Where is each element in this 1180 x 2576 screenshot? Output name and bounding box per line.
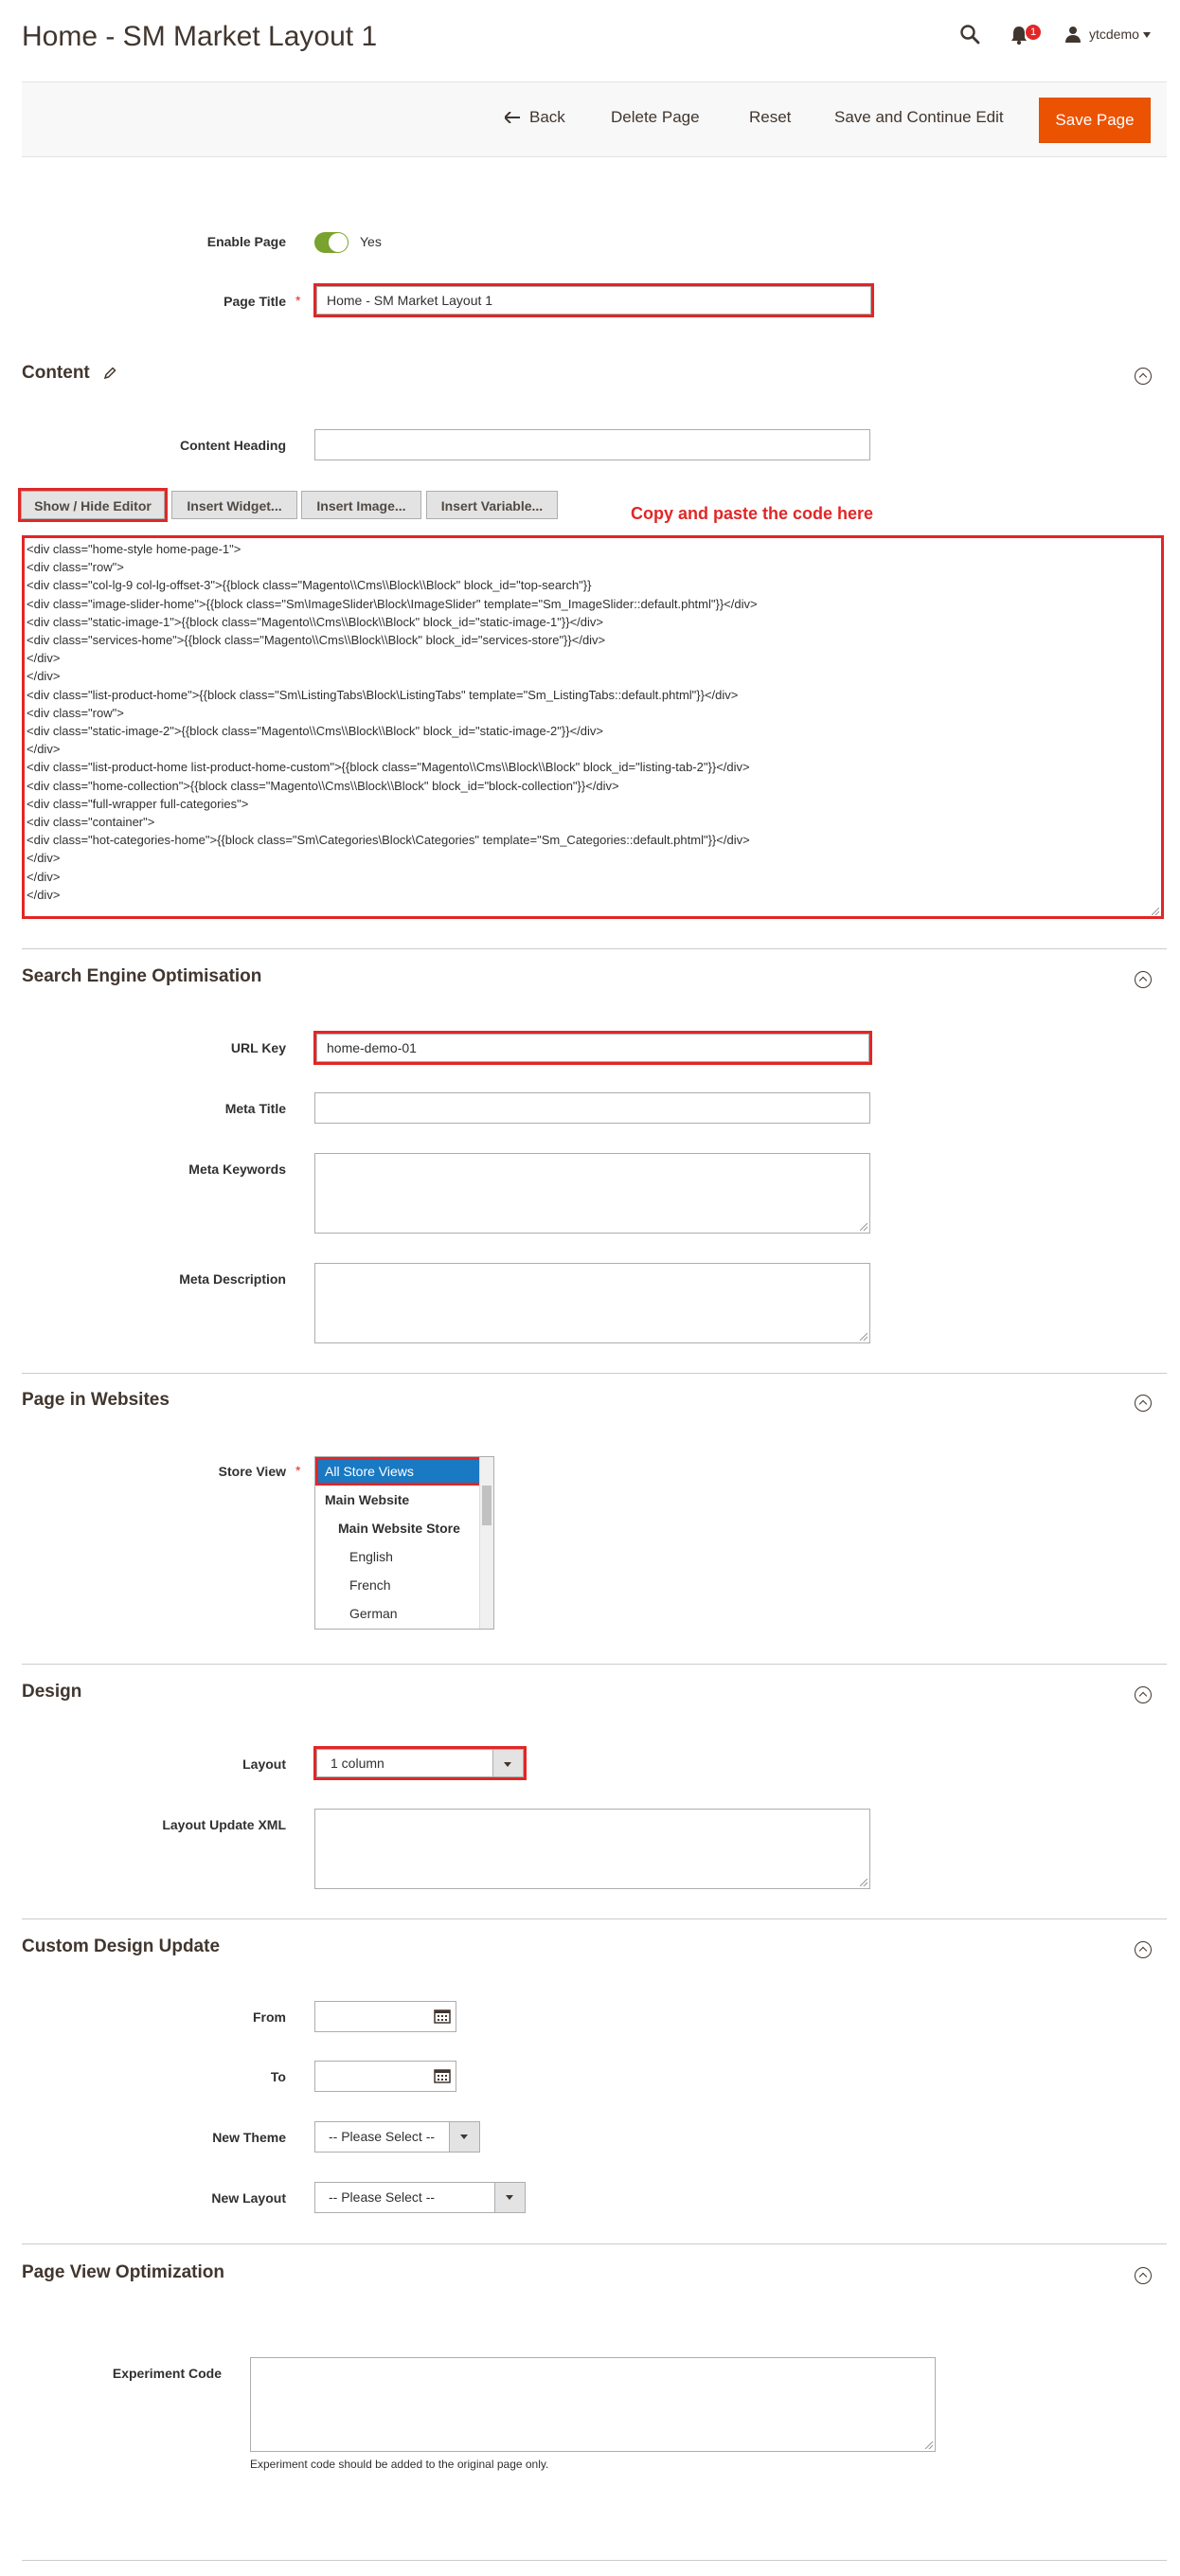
divider — [22, 948, 1167, 949]
divider — [22, 1918, 1167, 1919]
page-title: Home - SM Market Layout 1 — [22, 21, 378, 52]
collapse-websites-icon[interactable] — [1135, 1395, 1152, 1412]
scrollbar[interactable] — [479, 1457, 493, 1629]
store-option-website[interactable]: Main Website — [325, 1492, 410, 1507]
enable-page-toggle[interactable] — [314, 232, 349, 253]
calendar-icon[interactable] — [434, 2068, 451, 2083]
store-view-multiselect[interactable] — [314, 1456, 494, 1630]
content-heading-input[interactable] — [314, 429, 870, 460]
new-theme-value: -- Please Select -- — [329, 2129, 436, 2144]
divider — [22, 2243, 1167, 2244]
experiment-code-label: Experiment Code — [112, 2366, 222, 2381]
search-icon[interactable] — [959, 24, 980, 45]
divider — [22, 2560, 1167, 2561]
insert-image-button[interactable]: Insert Image... — [301, 491, 421, 519]
to-label: To — [270, 2069, 286, 2084]
calendar-icon[interactable] — [434, 2009, 451, 2024]
store-option-store[interactable]: Main Website Store — [338, 1521, 460, 1536]
layout-xml-textarea[interactable] — [314, 1809, 870, 1889]
save-and-continue-button[interactable]: Save and Continue Edit — [834, 108, 1004, 126]
websites-section-title[interactable]: Page in Websites — [22, 1390, 170, 1410]
user-icon[interactable] — [1064, 26, 1082, 43]
page-title-input[interactable]: Home - SM Market Layout 1 — [316, 286, 871, 315]
meta-keywords-label: Meta Keywords — [188, 1162, 286, 1177]
arrow-left-icon — [505, 112, 520, 123]
required-marker: * — [295, 1463, 301, 1478]
store-option-french[interactable]: French — [349, 1577, 391, 1593]
enable-page-value: Yes — [360, 234, 382, 249]
collapse-content-icon[interactable] — [1135, 368, 1152, 385]
required-marker: * — [295, 293, 301, 308]
new-layout-value: -- Please Select -- — [329, 2189, 436, 2205]
experiment-code-textarea[interactable] — [250, 2357, 936, 2452]
experiment-note: Experiment code should be added to the original page only. — [250, 2458, 549, 2471]
collapse-custom-design-icon[interactable] — [1135, 1941, 1152, 1958]
meta-description-textarea[interactable] — [314, 1263, 870, 1343]
meta-title-label: Meta Title — [224, 1101, 286, 1116]
url-key-label: URL Key — [230, 1040, 286, 1055]
design-section-title[interactable]: Design — [22, 1682, 82, 1702]
show-hide-editor-button[interactable]: Show / Hide Editor — [21, 491, 165, 519]
dropdown-arrow-icon — [494, 2183, 525, 2212]
layout-xml-label: Layout Update XML — [162, 1817, 286, 1832]
meta-title-input[interactable] — [314, 1092, 870, 1124]
collapse-seo-icon[interactable] — [1135, 971, 1152, 988]
page-title-label: Page Title — [223, 294, 286, 309]
store-option-all[interactable]: All Store Views — [315, 1457, 493, 1486]
store-option-english[interactable]: English — [349, 1549, 393, 1564]
seo-section-title[interactable]: Search Engine Optimisation — [22, 966, 262, 986]
new-layout-select[interactable] — [314, 2182, 526, 2213]
pencil-icon[interactable] — [103, 367, 116, 380]
content-section-title[interactable]: Content — [22, 363, 90, 383]
annotation-text: Copy and paste the code here — [631, 504, 874, 523]
enable-page-label: Enable Page — [206, 234, 286, 249]
to-date-input[interactable] — [314, 2061, 456, 2092]
content-heading-label: Content Heading — [180, 438, 286, 453]
back-label: Back — [529, 108, 565, 126]
page-actions-toolbar — [22, 81, 1167, 157]
divider — [22, 1373, 1167, 1374]
save-page-button[interactable]: Save Page — [1039, 98, 1151, 143]
meta-keywords-textarea[interactable] — [314, 1153, 870, 1234]
layout-select[interactable] — [316, 1749, 524, 1777]
new-theme-select[interactable] — [314, 2121, 480, 2153]
custom-design-section-title[interactable]: Custom Design Update — [22, 1937, 221, 1956]
layout-value: 1 column — [331, 1756, 384, 1771]
reset-button[interactable]: Reset — [749, 108, 792, 126]
store-option-german[interactable]: German — [349, 1606, 398, 1621]
notification-badge: 1 — [1026, 25, 1041, 40]
optimization-section-title[interactable]: Page View Optimization — [22, 2262, 224, 2282]
store-view-label: Store View — [218, 1464, 286, 1479]
from-label: From — [253, 2009, 286, 2025]
insert-variable-button[interactable]: Insert Variable... — [426, 491, 558, 519]
dropdown-arrow-icon — [449, 2122, 479, 2152]
meta-description-label: Meta Description — [179, 1271, 286, 1287]
dropdown-arrow-icon — [492, 1750, 523, 1776]
collapse-optimization-icon[interactable] — [1135, 2267, 1152, 2284]
url-key-input[interactable]: home-demo-01 — [316, 1034, 869, 1062]
layout-label: Layout — [242, 1756, 286, 1772]
chevron-down-icon[interactable] — [1142, 32, 1152, 38]
back-button[interactable] — [495, 96, 575, 139]
from-date-input[interactable] — [314, 2001, 456, 2032]
divider — [22, 1664, 1167, 1665]
user-name[interactable]: ytcdemo — [1089, 27, 1139, 42]
new-theme-label: New Theme — [212, 2130, 286, 2145]
new-layout-label: New Layout — [211, 2190, 286, 2206]
resize-grip-icon[interactable] — [1152, 908, 1159, 915]
delete-page-button[interactable]: Delete Page — [611, 108, 700, 126]
content-code-editor[interactable]: <div class="home-style home-page-1"> <div class="row"> <div class="col-lg-9 col-lg-offset-3">{{block class="Magento\\Cms\\Block\\Block" block_id="top-search"}} <div class="image-slider-home">{{block class="Sm\ImageSlider\Block\ImageSlider" template="Sm_ImageSlider::default.phtml"}}</div> <div class="static-image-1">{{block class="Magento\\Cms\\Block\\Block" block_id="static-image-1"}}</div> <div class="services-home">{{block class="Magento\\Cms\\Block\\Block" block_id="services-store"}}</div> </div> </div> <div class="list-product-home">{{block class="Sm\ListingTabs\Block\ListingTabs" template="Sm_ListingTabs::default.phtml"}}</div> <div class="row"> <div class="static-image-2">{{block class="Magento\\Cms\\Block\\Block" block_id="static-image-2"}}</div> </div> <div class="list-product-home list-product-home-custom">{{block class="Magento\\Cms\\Block\\Block" block_id="listing-tab-2"}}</div> <div class="home-collection">{{block class="Magento\\Cms\\Block\\Block" block_id="block-collection"}}</div> <div class="full-wrapper full-categories"> <div class="container"> <div class="hot-categories-home">{{block class="Sm\Categories\Block\Categories" template="Sm_Categories::default.phtml"}}</div> </div> </div> </div> — [22, 535, 1164, 919]
insert-widget-button[interactable]: Insert Widget... — [171, 491, 297, 519]
collapse-design-icon[interactable] — [1135, 1686, 1152, 1703]
